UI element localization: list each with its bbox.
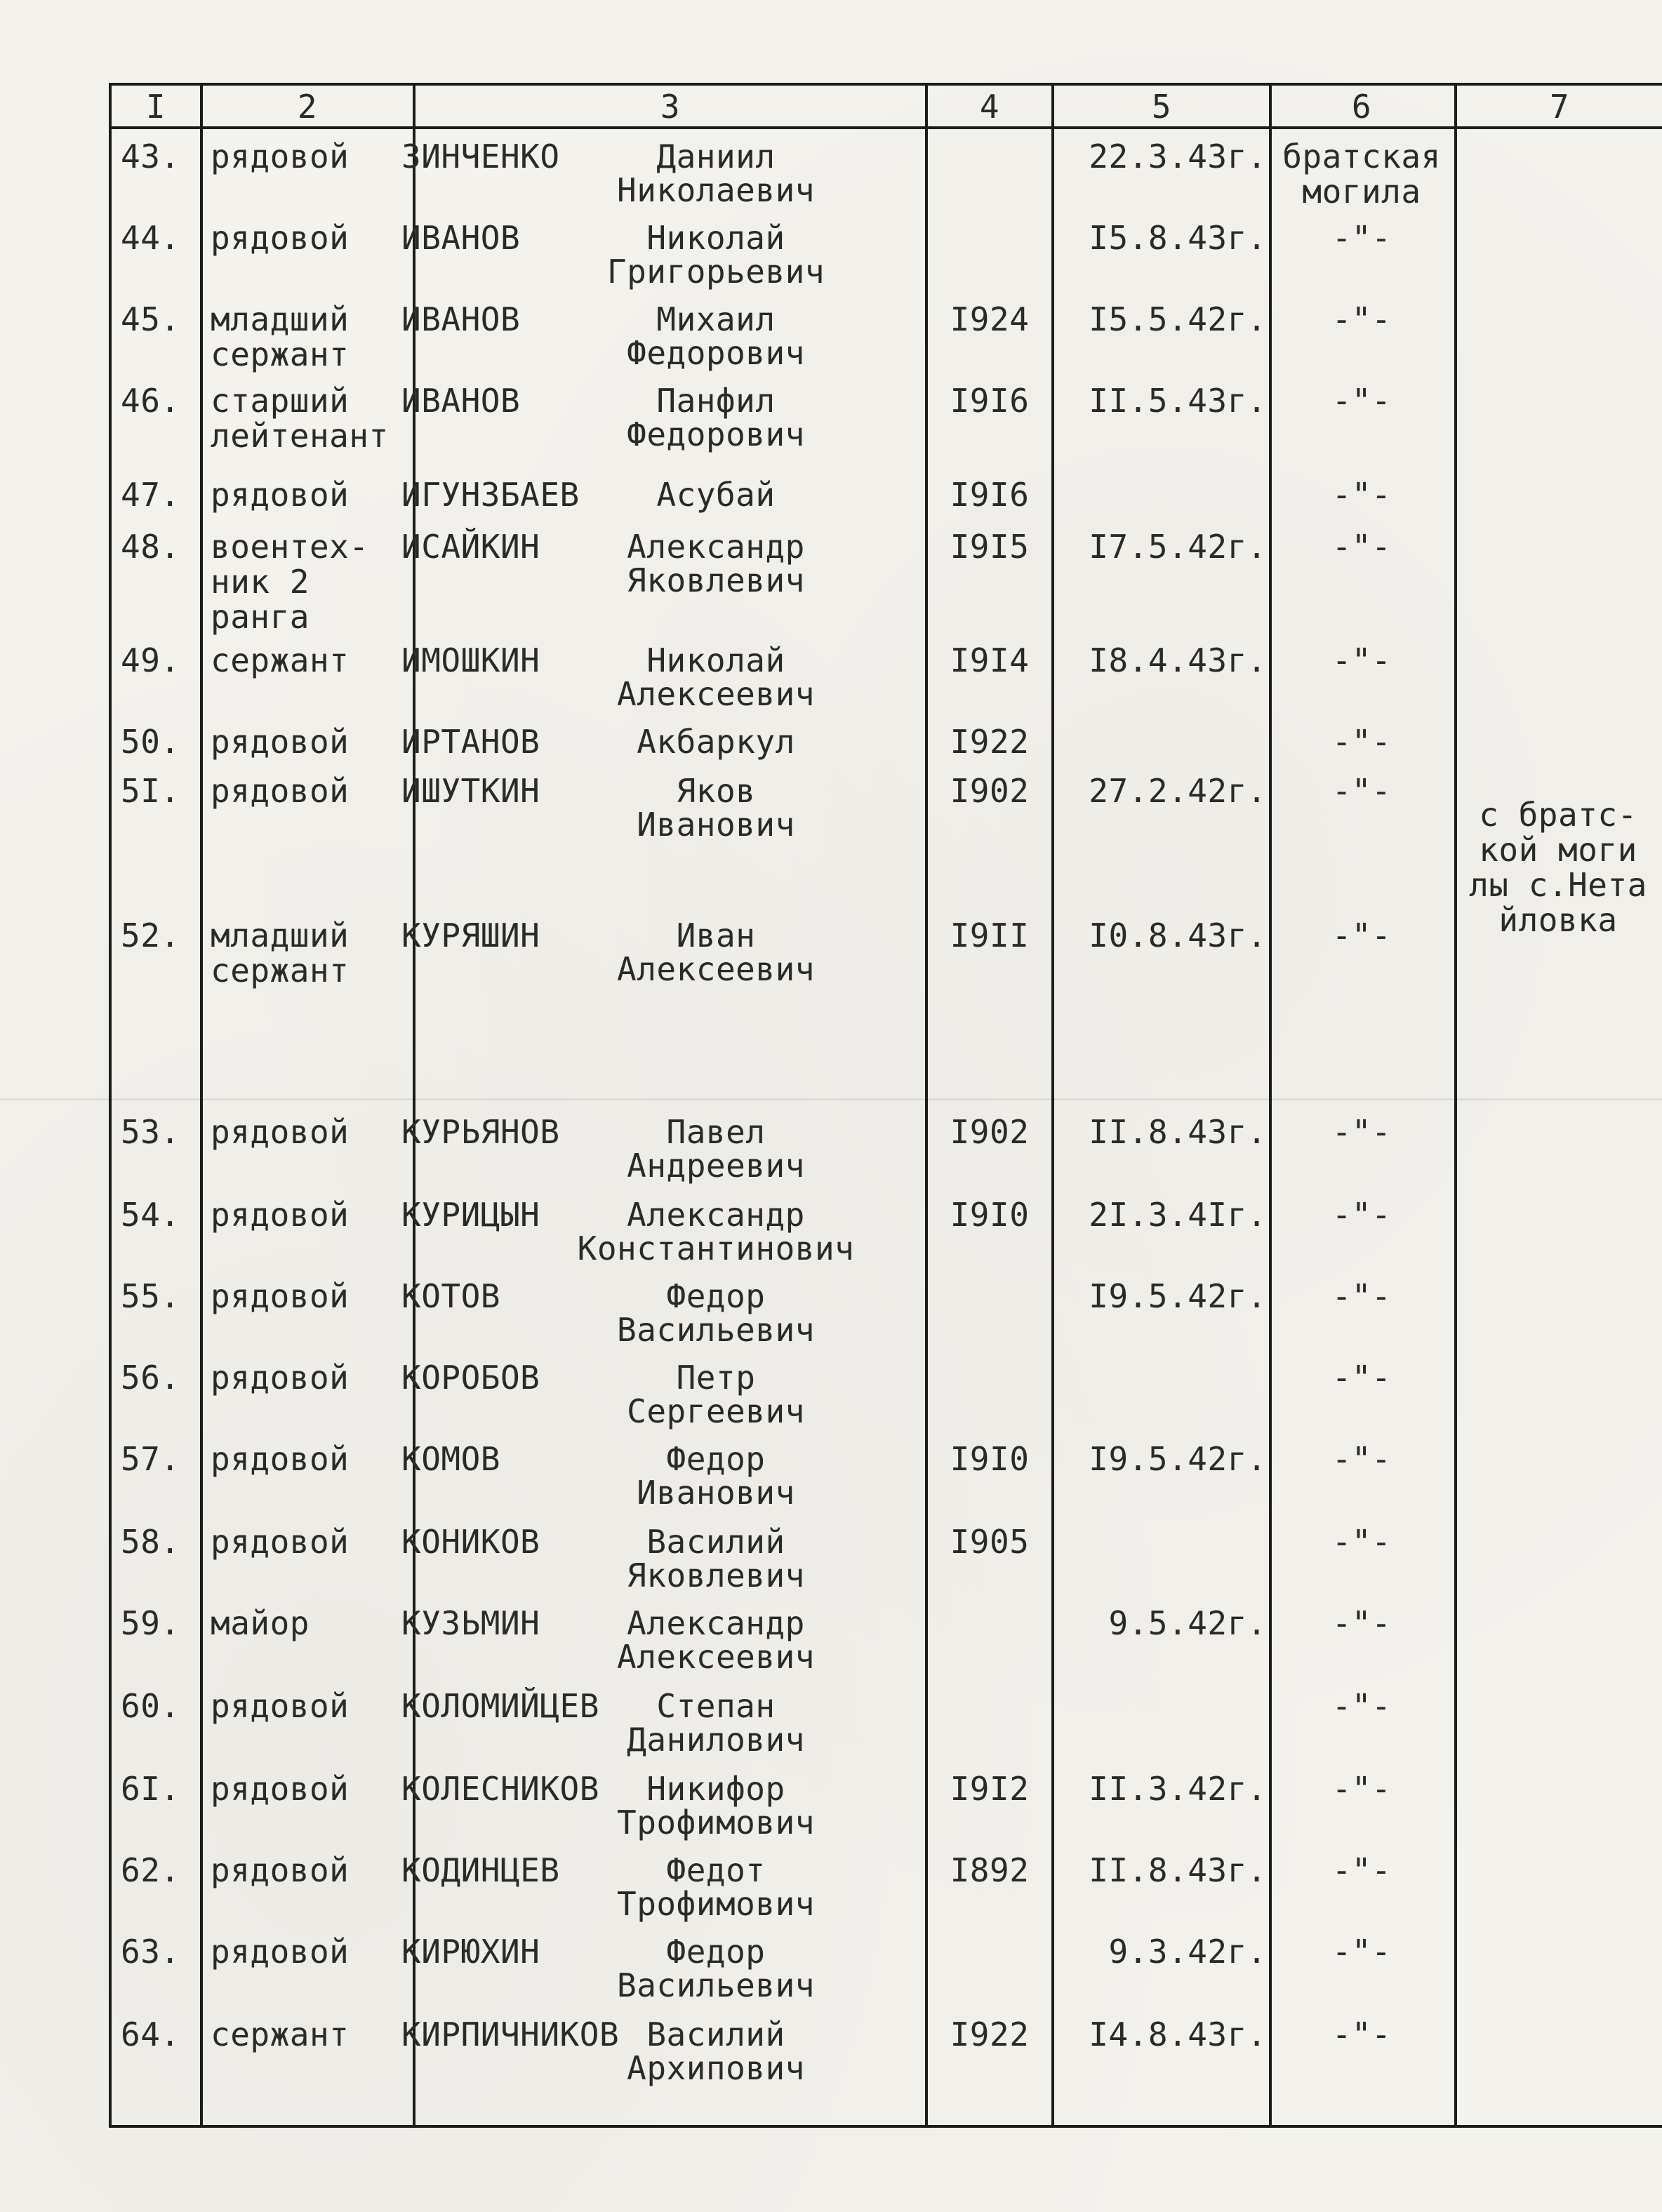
death-date-cell: II.8.43г. xyxy=(1089,1851,1267,1889)
surname-cell: КОЛОМИЙЦЕВ xyxy=(401,1687,599,1725)
burial-cell: -"- xyxy=(1331,1113,1392,1151)
burial-cell: -"- xyxy=(1331,1523,1392,1561)
burial-cell: -"- xyxy=(1331,1277,1392,1315)
table-bottom-border xyxy=(109,2125,1662,2128)
rank-cell: младший сержант xyxy=(211,917,350,990)
first-name-cell: Федот xyxy=(666,1851,766,1889)
first-name-cell: Никифор xyxy=(646,1770,785,1808)
surname-cell: КОМОВ xyxy=(401,1440,500,1478)
birth-year-cell: I9I6 xyxy=(950,382,1030,420)
death-date-cell: I5.8.43г. xyxy=(1089,219,1267,257)
first-name-cell: Василий xyxy=(646,1523,785,1561)
first-name-cell: Василий xyxy=(646,2016,785,2053)
burial-cell: -"- xyxy=(1331,1359,1392,1397)
rank-cell: старший лейтенант xyxy=(211,382,389,455)
death-date-cell: II.8.43г. xyxy=(1089,1113,1267,1151)
burial-cell: -"- xyxy=(1331,219,1392,257)
row-number: 57. xyxy=(121,1440,180,1478)
rank-cell: рядовой xyxy=(211,1196,350,1234)
birth-year-cell: I892 xyxy=(950,1851,1030,1889)
burial-cell: -"- xyxy=(1331,2016,1392,2053)
surname-cell: КУРЯШИН xyxy=(401,917,540,954)
surname-cell: ИВАНОВ xyxy=(401,219,521,257)
patronymic-cell: Сергеевич xyxy=(627,1392,805,1430)
rank-cell: рядовой xyxy=(211,1440,350,1478)
rank-cell: рядовой xyxy=(211,1851,350,1889)
first-name-cell: Иван xyxy=(676,917,756,954)
row-number: 43. xyxy=(121,138,180,175)
surname-cell: КУРЬЯНОВ xyxy=(401,1113,560,1151)
burial-cell: -"- xyxy=(1331,1933,1392,1971)
surname-cell: ИРТАНОВ xyxy=(401,723,540,761)
column-header-2: 2 xyxy=(297,88,318,126)
surname-cell: КОДИНЦЕВ xyxy=(401,1851,560,1889)
birth-year-cell: I924 xyxy=(950,300,1030,338)
burial-cell: братская могила xyxy=(1282,138,1441,211)
table-top-border xyxy=(109,83,1662,86)
note-cell: с братс- кой моги лы с.Нета йловка xyxy=(1469,796,1647,939)
birth-year-cell: I905 xyxy=(950,1523,1030,1561)
first-name-cell: Михаил xyxy=(656,300,776,338)
surname-cell: КУЗЬМИН xyxy=(401,1604,540,1642)
birth-year-cell: I9I6 xyxy=(950,476,1030,514)
birth-year-cell: I922 xyxy=(950,2016,1030,2053)
rank-cell: рядовой xyxy=(211,1359,350,1397)
birth-year-cell: I9I5 xyxy=(950,528,1030,566)
burial-cell: -"- xyxy=(1331,1604,1392,1642)
burial-cell: -"- xyxy=(1331,1851,1392,1889)
column-header-5: 5 xyxy=(1151,88,1172,126)
death-date-cell: II.3.42г. xyxy=(1089,1770,1267,1808)
patronymic-cell: Архипович xyxy=(627,2049,805,2087)
rank-cell: рядовой xyxy=(211,1113,350,1151)
rank-cell: рядовой xyxy=(211,1277,350,1315)
death-date-cell: I4.8.43г. xyxy=(1089,2016,1267,2053)
burial-cell: -"- xyxy=(1331,917,1392,954)
patronymic-cell: Алексеевич xyxy=(617,1638,815,1676)
first-name-cell: Яков xyxy=(676,772,756,810)
first-name-cell: Даниил xyxy=(656,138,776,175)
surname-cell: КИРПИЧНИКОВ xyxy=(401,2016,620,2053)
birth-year-cell: I9I4 xyxy=(950,641,1030,679)
patronymic-cell: Иванович xyxy=(637,806,795,844)
column-header-6: 6 xyxy=(1351,88,1372,126)
rank-cell: младший сержант xyxy=(211,300,350,373)
surname-cell: ИВАНОВ xyxy=(401,300,521,338)
column-header-4: 4 xyxy=(979,88,1000,126)
column-header-1: I xyxy=(145,88,166,126)
patronymic-cell: Федорович xyxy=(627,415,805,453)
burial-cell: -"- xyxy=(1331,382,1392,420)
row-number: 54. xyxy=(121,1196,180,1234)
patronymic-cell: Васильевич xyxy=(617,1311,815,1349)
row-number: 44. xyxy=(121,219,180,257)
death-date-cell: 22.3.43г. xyxy=(1089,138,1267,175)
column-header-7: 7 xyxy=(1549,88,1570,126)
burial-cell: -"- xyxy=(1331,641,1392,679)
first-name-cell: Николай xyxy=(646,219,785,257)
birth-year-cell: I902 xyxy=(950,1113,1030,1151)
row-number: 64. xyxy=(121,2016,180,2053)
burial-cell: -"- xyxy=(1331,476,1392,514)
first-name-cell: Асубай xyxy=(656,476,776,514)
first-name-cell: Панфил xyxy=(656,382,776,420)
rank-cell: рядовой xyxy=(211,1933,350,1971)
surname-cell: КОРОБОВ xyxy=(401,1359,540,1397)
burial-cell: -"- xyxy=(1331,1687,1392,1725)
row-number: 63. xyxy=(121,1933,180,1971)
first-name-cell: Степан xyxy=(656,1687,776,1725)
patronymic-cell: Трофимович xyxy=(617,1804,815,1841)
patronymic-cell: Трофимович xyxy=(617,1885,815,1923)
column-header-3: 3 xyxy=(660,88,681,126)
first-name-cell: Александр xyxy=(627,1196,805,1234)
row-number: 50. xyxy=(121,723,180,761)
surname-cell: КОТОВ xyxy=(401,1277,500,1315)
row-number: 6I. xyxy=(121,1770,180,1808)
surname-cell: ЗИНЧЕНКО xyxy=(401,138,560,175)
birth-year-cell: I902 xyxy=(950,772,1030,810)
row-number: 53. xyxy=(121,1113,180,1151)
burial-cell: -"- xyxy=(1331,723,1392,761)
patronymic-cell: Васильевич xyxy=(617,1966,815,2004)
burial-cell: -"- xyxy=(1331,300,1392,338)
first-name-cell: Александр xyxy=(627,1604,805,1642)
birth-year-cell: I9II xyxy=(950,917,1030,954)
patronymic-cell: Яковлевич xyxy=(627,1557,805,1594)
death-date-cell: I9.5.42г. xyxy=(1089,1277,1267,1315)
burial-cell: -"- xyxy=(1331,528,1392,566)
burial-cell: -"- xyxy=(1331,772,1392,810)
rank-cell: рядовой xyxy=(211,476,350,514)
rank-cell: рядовой xyxy=(211,138,350,175)
surname-cell: КИРЮХИН xyxy=(401,1933,540,1971)
rank-cell: рядовой xyxy=(211,1523,350,1561)
row-number: 45. xyxy=(121,300,180,338)
column-divider xyxy=(200,83,203,2128)
death-date-cell: I9.5.42г. xyxy=(1089,1440,1267,1478)
rank-cell: майор xyxy=(211,1604,310,1642)
table-header-border xyxy=(109,126,1662,129)
birth-year-cell: I9I0 xyxy=(950,1196,1030,1234)
patronymic-cell: Григорьевич xyxy=(606,253,825,291)
surname-cell: ИГУНЗБАЕВ xyxy=(401,476,580,514)
patronymic-cell: Иванович xyxy=(637,1474,795,1512)
rank-cell: сержант xyxy=(211,641,350,679)
first-name-cell: Федор xyxy=(666,1933,766,1971)
first-name-cell: Акбаркул xyxy=(637,723,795,761)
patronymic-cell: Андреевич xyxy=(627,1147,805,1185)
row-number: 56. xyxy=(121,1359,180,1397)
death-date-cell: I0.8.43г. xyxy=(1089,917,1267,954)
death-date-cell: 2I.3.4Iг. xyxy=(1089,1196,1267,1234)
first-name-cell: Федор xyxy=(666,1440,766,1478)
row-number: 59. xyxy=(121,1604,180,1642)
burial-cell: -"- xyxy=(1331,1440,1392,1478)
surname-cell: КОНИКОВ xyxy=(401,1523,540,1561)
surname-cell: КУРИЦЫН xyxy=(401,1196,540,1234)
death-date-cell: I8.4.43г. xyxy=(1089,641,1267,679)
row-number: 58. xyxy=(121,1523,180,1561)
patronymic-cell: Николаевич xyxy=(617,171,815,209)
first-name-cell: Николай xyxy=(646,641,785,679)
patronymic-cell: Данилович xyxy=(627,1721,805,1759)
row-number: 46. xyxy=(121,382,180,420)
burial-cell: -"- xyxy=(1331,1770,1392,1808)
patronymic-cell: Алексеевич xyxy=(617,950,815,988)
death-date-cell: II.5.43г. xyxy=(1089,382,1267,420)
first-name-cell: Александр xyxy=(627,528,805,566)
birth-year-cell: I9I2 xyxy=(950,1770,1030,1808)
patronymic-cell: Алексеевич xyxy=(617,675,815,713)
surname-cell: ИВАНОВ xyxy=(401,382,521,420)
row-number: 60. xyxy=(121,1687,180,1725)
surname-cell: ИШУТКИН xyxy=(401,772,540,810)
row-number: 47. xyxy=(121,476,180,514)
death-date-cell: 9.5.42г. xyxy=(1108,1604,1267,1642)
rank-cell: рядовой xyxy=(211,1770,350,1808)
death-date-cell: 27.2.42г. xyxy=(1089,772,1267,810)
row-number: 49. xyxy=(121,641,180,679)
patronymic-cell: Константинович xyxy=(577,1230,855,1267)
rank-cell: рядовой xyxy=(211,772,350,810)
row-number: 52. xyxy=(121,917,180,954)
surname-cell: КОЛЕСНИКОВ xyxy=(401,1770,599,1808)
death-date-cell: I7.5.42г. xyxy=(1089,528,1267,566)
paper-fold-line xyxy=(0,1098,1662,1100)
first-name-cell: Федор xyxy=(666,1277,766,1315)
rank-cell: рядовой xyxy=(211,1687,350,1725)
death-date-cell: I5.5.42г. xyxy=(1089,300,1267,338)
rank-cell: воентех- ник 2 ранга xyxy=(211,528,369,636)
first-name-cell: Павел xyxy=(666,1113,766,1151)
birth-year-cell: I9I0 xyxy=(950,1440,1030,1478)
row-number: 62. xyxy=(121,1851,180,1889)
patronymic-cell: Яковлевич xyxy=(627,561,805,599)
column-divider xyxy=(109,83,112,2128)
row-number: 5I. xyxy=(121,772,180,810)
rank-cell: рядовой xyxy=(211,219,350,257)
burial-cell: -"- xyxy=(1331,1196,1392,1234)
row-number: 55. xyxy=(121,1277,180,1315)
patronymic-cell: Федорович xyxy=(627,334,805,372)
row-number: 48. xyxy=(121,528,180,566)
surname-cell: ИСАЙКИН xyxy=(401,528,540,566)
surname-cell: ИМОШКИН xyxy=(401,641,540,679)
birth-year-cell: I922 xyxy=(950,723,1030,761)
rank-cell: сержант xyxy=(211,2016,350,2053)
first-name-cell: Петр xyxy=(676,1359,756,1397)
death-date-cell: 9.3.42г. xyxy=(1108,1933,1267,1971)
rank-cell: рядовой xyxy=(211,723,350,761)
